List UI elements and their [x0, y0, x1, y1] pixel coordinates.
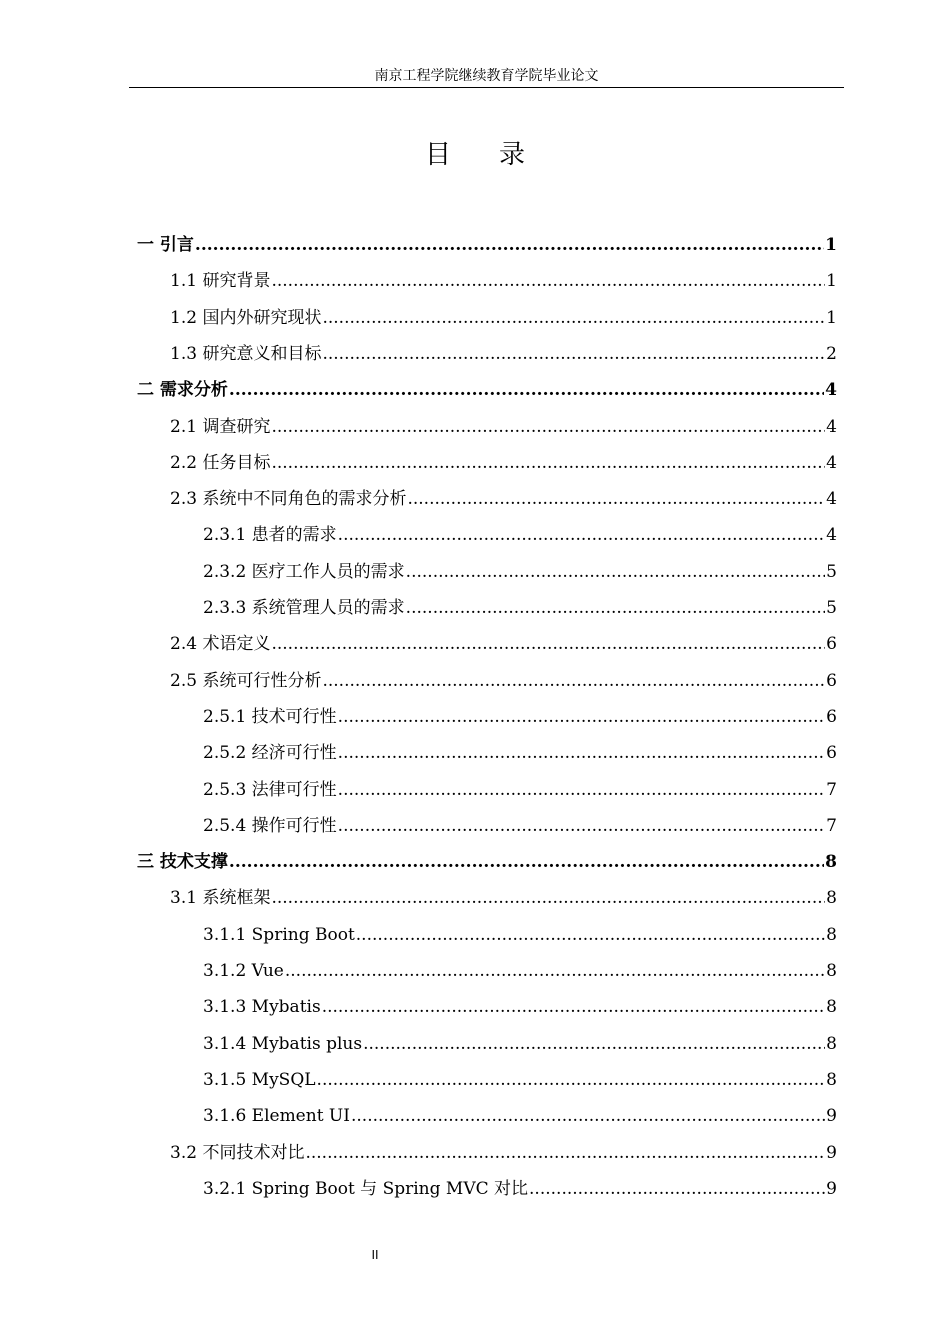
toc-entry-page: 4	[825, 380, 837, 401]
toc-entry[interactable]	[137, 365, 837, 401]
toc-entry[interactable]	[170, 873, 837, 909]
toc-entry-label: 3.1.1 Spring Boot	[203, 924, 355, 945]
toc-entry[interactable]	[137, 837, 837, 873]
toc-entry[interactable]	[170, 656, 837, 692]
toc-entry[interactable]	[170, 256, 837, 292]
toc-entry-page: 6	[826, 670, 837, 691]
toc-entry-label: 三 技术支撑	[137, 852, 228, 873]
toc-entry-label: 3.1.4 Mybatis plus	[203, 1033, 363, 1054]
toc-leader-dots	[317, 1069, 826, 1091]
toc-entry[interactable]	[203, 1164, 837, 1200]
toc-entry-label: 3.1.3 Mybatis	[203, 997, 321, 1018]
toc-entry-page: 1	[826, 271, 837, 292]
toc-entry-label: 2.5.1 技术可行性	[203, 706, 337, 727]
toc-entry-label: 1.1 研究背景	[170, 271, 271, 292]
toc-entry-label: 1.2 国内外研究现状	[170, 307, 322, 328]
toc-leader-dots	[338, 524, 826, 546]
toc-entry-page: 8	[826, 1033, 837, 1054]
toc-entry-label: 2.2 任务目标	[170, 452, 271, 473]
toc-entry[interactable]	[203, 728, 837, 764]
toc-entry[interactable]	[170, 402, 837, 438]
toc-entry[interactable]	[170, 329, 837, 365]
toc-entry-page: 4	[826, 489, 837, 510]
toc-entry-label: 2.3 系统中不同角色的需求分析	[170, 489, 407, 510]
toc-entry-label: 2.5.3 法律可行性	[203, 779, 337, 800]
header-rule	[129, 87, 844, 88]
toc-leader-dots	[406, 561, 826, 583]
toc-entry-label: 3.1.5 MySQL	[203, 1069, 316, 1090]
toc-entry-page: 2	[826, 343, 837, 364]
toc-leader-dots	[322, 996, 825, 1018]
toc-entry-page: 5	[826, 598, 837, 618]
toc-entry[interactable]	[170, 438, 837, 474]
toc-entry-page: 6	[826, 634, 837, 655]
toc-entry[interactable]	[203, 910, 837, 946]
toc-entry-page: 8	[826, 1069, 837, 1090]
toc-entry-label: 3.2 不同技术对比	[170, 1142, 305, 1163]
toc-entry[interactable]	[203, 547, 837, 583]
toc-leader-dots	[195, 234, 824, 256]
toc-entry[interactable]	[170, 619, 837, 655]
toc-leader-dots	[338, 742, 826, 764]
toc-entry[interactable]	[203, 982, 837, 1018]
toc-entry[interactable]	[203, 801, 837, 837]
toc-leader-dots	[407, 488, 825, 510]
toc-leader-dots	[351, 1105, 825, 1127]
toc-leader-dots	[356, 924, 825, 946]
toc-entry[interactable]	[203, 510, 837, 546]
page-number: II	[371, 1248, 379, 1262]
toc-leader-dots	[271, 416, 825, 438]
toc-entry[interactable]	[203, 1019, 837, 1055]
toc-entry-page: 5	[826, 561, 837, 582]
toc-entry-page: 6	[826, 743, 837, 764]
toc-entry[interactable]	[170, 1128, 837, 1164]
toc-entry-page: 8	[826, 997, 837, 1018]
toc-entry[interactable]	[170, 293, 837, 329]
toc-entry-label: 2.4 术语定义	[170, 634, 271, 655]
toc-entry-label: 2.5.4 操作可行性	[203, 815, 337, 836]
toc-entry-label: 二 需求分析	[137, 380, 228, 401]
toc-entry-label: 3.1.6 Element UI	[203, 1106, 350, 1127]
toc-entry-label: 1.3 研究意义和目标	[170, 343, 322, 364]
toc-title: 目录	[424, 140, 573, 170]
toc-entry-label: 一 引言	[137, 235, 194, 255]
toc-entry-label: 2.3.3 系统管理人员的需求	[203, 598, 405, 618]
toc-leader-dots	[363, 1033, 825, 1055]
toc-entry-page: 1	[825, 235, 837, 255]
toc-leader-dots	[338, 815, 826, 837]
toc-entry-page: 8	[825, 852, 837, 873]
toc-entry-page: 4	[826, 452, 837, 473]
toc-entry-label: 2.5.2 经济可行性	[203, 743, 337, 764]
toc-entry[interactable]	[203, 765, 837, 801]
toc-entry[interactable]	[203, 1055, 837, 1091]
toc-entry-page: 9	[826, 1106, 837, 1127]
toc-leader-dots	[322, 343, 825, 365]
toc-entry-label: 2.5 系统可行性分析	[170, 670, 322, 691]
toc-leader-dots	[285, 960, 825, 982]
toc-entry[interactable]	[203, 583, 837, 619]
toc-leader-dots	[338, 779, 826, 801]
toc-entry-page: 9	[826, 1178, 837, 1199]
toc-leader-dots	[229, 851, 824, 873]
toc-entry-page: 7	[826, 779, 837, 800]
toc-entry-page: 4	[826, 525, 837, 546]
toc-entry-page: 4	[826, 416, 837, 437]
toc-leader-dots	[338, 706, 826, 728]
toc-entry[interactable]	[203, 692, 837, 728]
toc-leader-dots	[529, 1178, 825, 1200]
toc-entry[interactable]	[203, 946, 837, 982]
toc-entry[interactable]	[203, 1091, 837, 1127]
toc-leader-dots	[406, 597, 826, 619]
toc-entry-label: 3.2.1 Spring Boot 与 Spring MVC 对比	[203, 1178, 529, 1199]
toc-leader-dots	[271, 452, 825, 474]
toc-leader-dots	[322, 307, 825, 329]
toc-leader-dots	[229, 379, 824, 401]
toc-entry-label: 3.1.2 Vue	[203, 961, 284, 981]
toc-entry[interactable]	[170, 474, 837, 510]
toc-entry[interactable]	[137, 220, 837, 256]
toc-entry-page: 9	[826, 1142, 837, 1163]
toc-entry-page: 7	[826, 815, 837, 836]
toc-entry-page: 8	[826, 961, 837, 981]
toc-entry-label: 2.1 调查研究	[170, 416, 271, 437]
toc-leader-dots	[271, 633, 825, 655]
toc-leader-dots	[271, 270, 825, 292]
toc-leader-dots	[305, 1142, 825, 1164]
toc-leader-dots	[322, 670, 825, 692]
toc-entry-label: 2.3.1 患者的需求	[203, 525, 337, 546]
toc-entry-page: 6	[826, 706, 837, 727]
toc-entry-label: 3.1 系统框架	[170, 888, 271, 909]
toc-entry-page: 1	[826, 307, 837, 328]
toc-entry-label: 2.3.2 医疗工作人员的需求	[203, 561, 405, 582]
toc-entry-page: 8	[826, 924, 837, 945]
toc-entry-page: 8	[826, 888, 837, 909]
toc-leader-dots	[271, 887, 825, 909]
page-header: 南京工程学院继续教育学院毕业论文	[374, 68, 599, 84]
